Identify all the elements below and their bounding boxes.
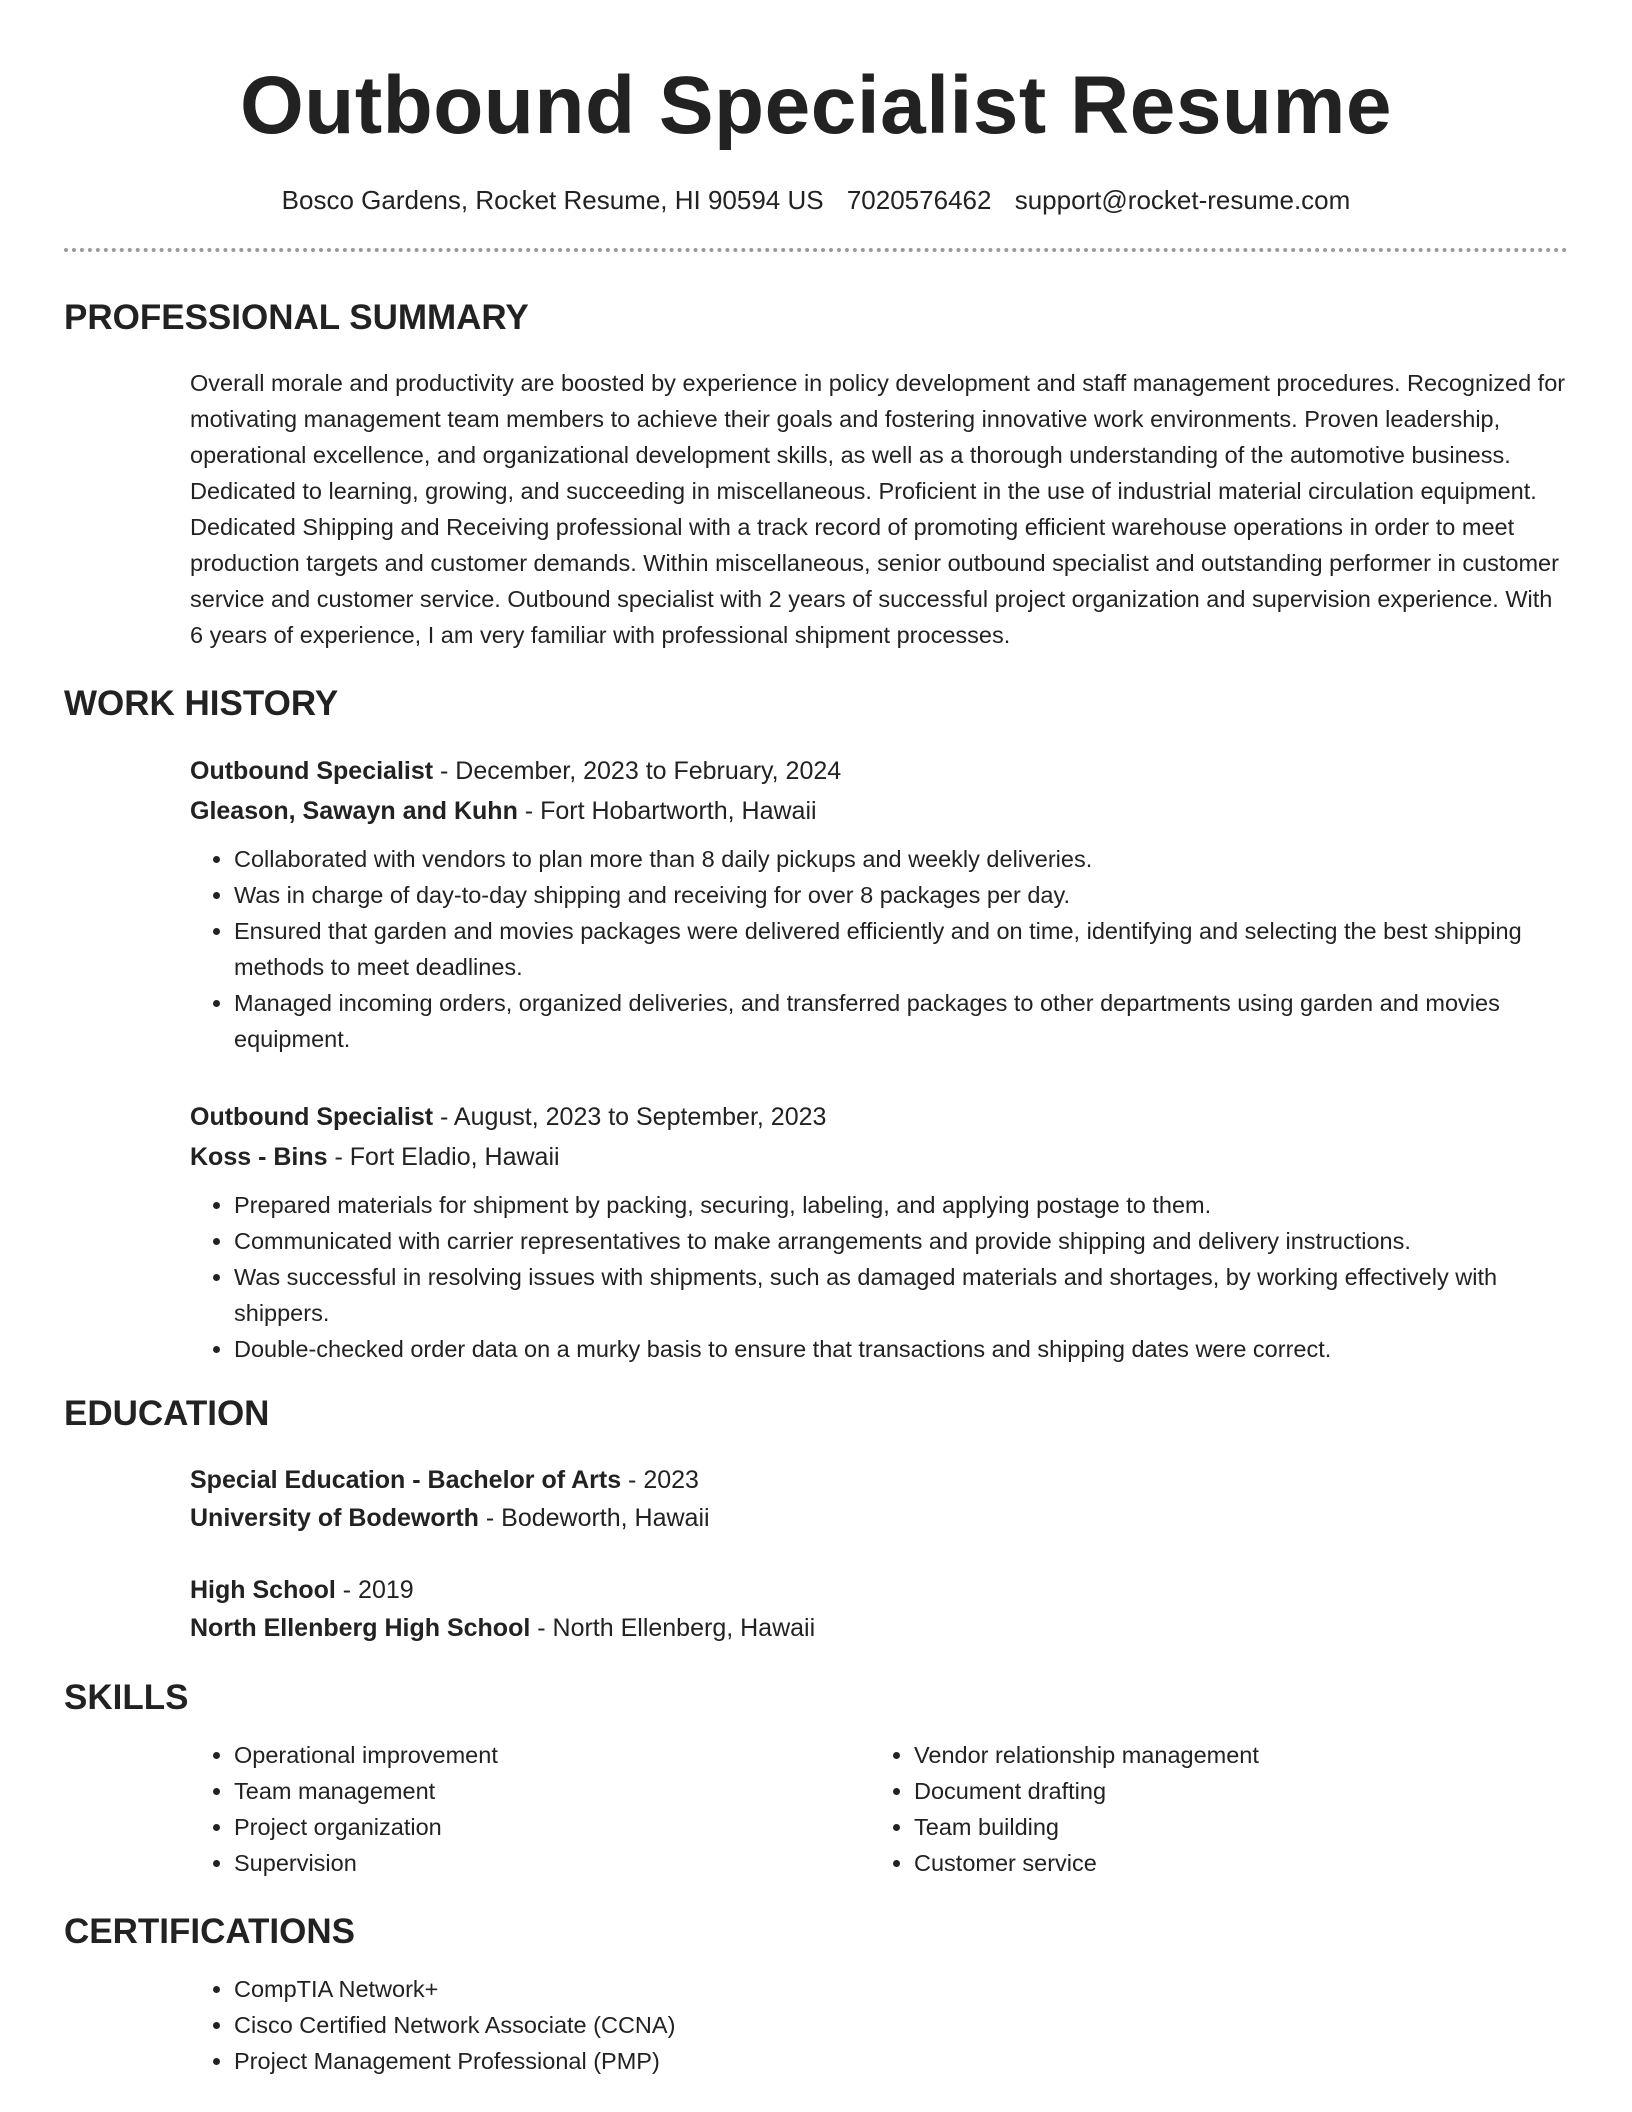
job-bullet: • Ensured that garden and movies packages were delivered efficiently and on time, identifying and selecting the best shipping methods to meet deadlines.	[234, 913, 1568, 985]
education-entry	[190, 1571, 1568, 1647]
skill-item: • Team management	[234, 1773, 870, 1809]
education-entry	[190, 1461, 1568, 1537]
education-school: North Ellenberg High School	[190, 1614, 531, 1642]
education-degree: High School	[190, 1576, 336, 1604]
education-school: University of Bodeworth	[190, 1504, 479, 1532]
skill-item: • Supervision	[234, 1845, 870, 1881]
job-bullet: • Communicated with carrier representatives to make arrangements and provide shipping and delivery instructions.	[234, 1223, 1568, 1259]
certification-item: • Project Management Professional (PMP)	[234, 2043, 1568, 2079]
certification-item: • CompTIA Network+	[234, 1971, 1568, 2007]
job-dates: - December, 2023 to February, 2024	[433, 757, 842, 785]
education-location: - Bodeworth, Hawaii	[478, 1504, 710, 1532]
section-title-skills: SKILLS	[64, 1678, 189, 1717]
section-title-certifications: CERTIFICATIONS	[64, 1912, 356, 1951]
skills-grid	[190, 1737, 1568, 1881]
contact-email: support@rocket-resume.com	[1014, 185, 1351, 215]
certification-item: • Cisco Certified Network Associate (CCNA)	[234, 2007, 1568, 2043]
education-location: - North Ellenberg, Hawaii	[530, 1614, 816, 1642]
education-degree: Special Education - Bachelor of Arts	[190, 1466, 622, 1494]
job-location: - Fort Eladio, Hawaii	[327, 1143, 560, 1171]
job-entry	[190, 751, 1568, 1057]
education-degree-line	[190, 1571, 1568, 1609]
job-company: Koss - Bins	[190, 1143, 328, 1171]
job-bullet: • Prepared materials for shipment by packing, securing, labeling, and applying postage to them.	[234, 1187, 1568, 1223]
job-bullet: • Double-checked order data on a murky basis to ensure that transactions and shipping dates were correct.	[234, 1331, 1568, 1367]
job-bullets	[190, 841, 1568, 1057]
job-role-line	[190, 1097, 1568, 1137]
skill-item: • Project organization	[234, 1809, 870, 1845]
job-bullet: • Was successful in resolving issues with shipments, such as damaged materials and shortages, by working effectively with shippers.	[234, 1259, 1568, 1331]
job-role: Outbound Specialist	[190, 1103, 434, 1131]
skills-column-left	[190, 1737, 870, 1881]
education-school-line	[190, 1609, 1568, 1647]
education	[190, 1461, 1568, 1647]
job-company-line	[190, 1137, 1568, 1177]
summary-text: Overall morale and productivity are boosted by experience in policy development and staff management procedures. Recognized for motivating management team members to achieve their goals and fostering innovative work environments. Proven leadership, operational excellence, and organizational development skills, as well as a thorough understanding of the automotive business. Dedicated to learning, growing, and succeeding in miscellaneous. Proficient in the use of industrial material circulation equipment. Dedicated Shipping and Receiving professional with a track record of promoting efficient warehouse operations in order to meet production targets and customer demands. Within miscellaneous, senior outbound specialist and outstanding performer in customer service and customer service. Outbound specialist with 2 years of successful project organization and supervision experience. With 6 years of experience, I am very familiar with professional shipment processes.	[190, 370, 1566, 648]
resume-page	[64, 0, 1568, 2079]
certifications	[190, 1971, 1568, 2079]
job-role-line	[190, 751, 1568, 791]
contact-line	[64, 184, 1568, 216]
skills-column-right	[870, 1737, 1550, 1881]
work-history	[190, 751, 1568, 1367]
job-location: - Fort Hobartworth, Hawaii	[517, 797, 817, 825]
resume-title: Outbound Specialist Resume	[239, 60, 1393, 151]
job-dates: - August, 2023 to September, 2023	[433, 1103, 827, 1131]
job-bullets	[190, 1187, 1568, 1367]
job-bullet: • Managed incoming orders, organized deliveries, and transferred packages to other departments using garden and movies equipment.	[234, 985, 1568, 1057]
education-degree-line	[190, 1461, 1568, 1499]
education-school-line	[190, 1499, 1568, 1537]
certification-list	[190, 1971, 1568, 2079]
contact-address: Bosco Gardens, Rocket Resume, HI 90594 US	[281, 185, 824, 215]
education-year: - 2019	[335, 1576, 414, 1604]
contact-phone: 7020576462	[846, 185, 992, 215]
job-entry	[190, 1097, 1568, 1367]
section-title-summary: PROFESSIONAL SUMMARY	[64, 298, 529, 337]
skill-item: • Team building	[914, 1809, 1550, 1845]
skill-item: • Vendor relationship management	[914, 1737, 1550, 1773]
section-title-education: EDUCATION	[64, 1394, 270, 1433]
job-role: Outbound Specialist	[190, 757, 434, 785]
job-company-line	[190, 791, 1568, 831]
job-bullet: • Was in charge of day-to-day shipping and receiving for over 8 packages per day.	[234, 877, 1568, 913]
skill-item: • Document drafting	[914, 1773, 1550, 1809]
job-company: Gleason, Sawayn and Kuhn	[190, 797, 518, 825]
section-title-work-history: WORK HISTORY	[64, 684, 339, 723]
skill-item: • Customer service	[914, 1845, 1550, 1881]
header-divider	[64, 248, 1568, 252]
skill-item: • Operational improvement	[234, 1737, 870, 1773]
job-bullet: • Collaborated with vendors to plan more than 8 daily pickups and weekly deliveries.	[234, 841, 1568, 877]
education-year: - 2023	[621, 1466, 699, 1494]
